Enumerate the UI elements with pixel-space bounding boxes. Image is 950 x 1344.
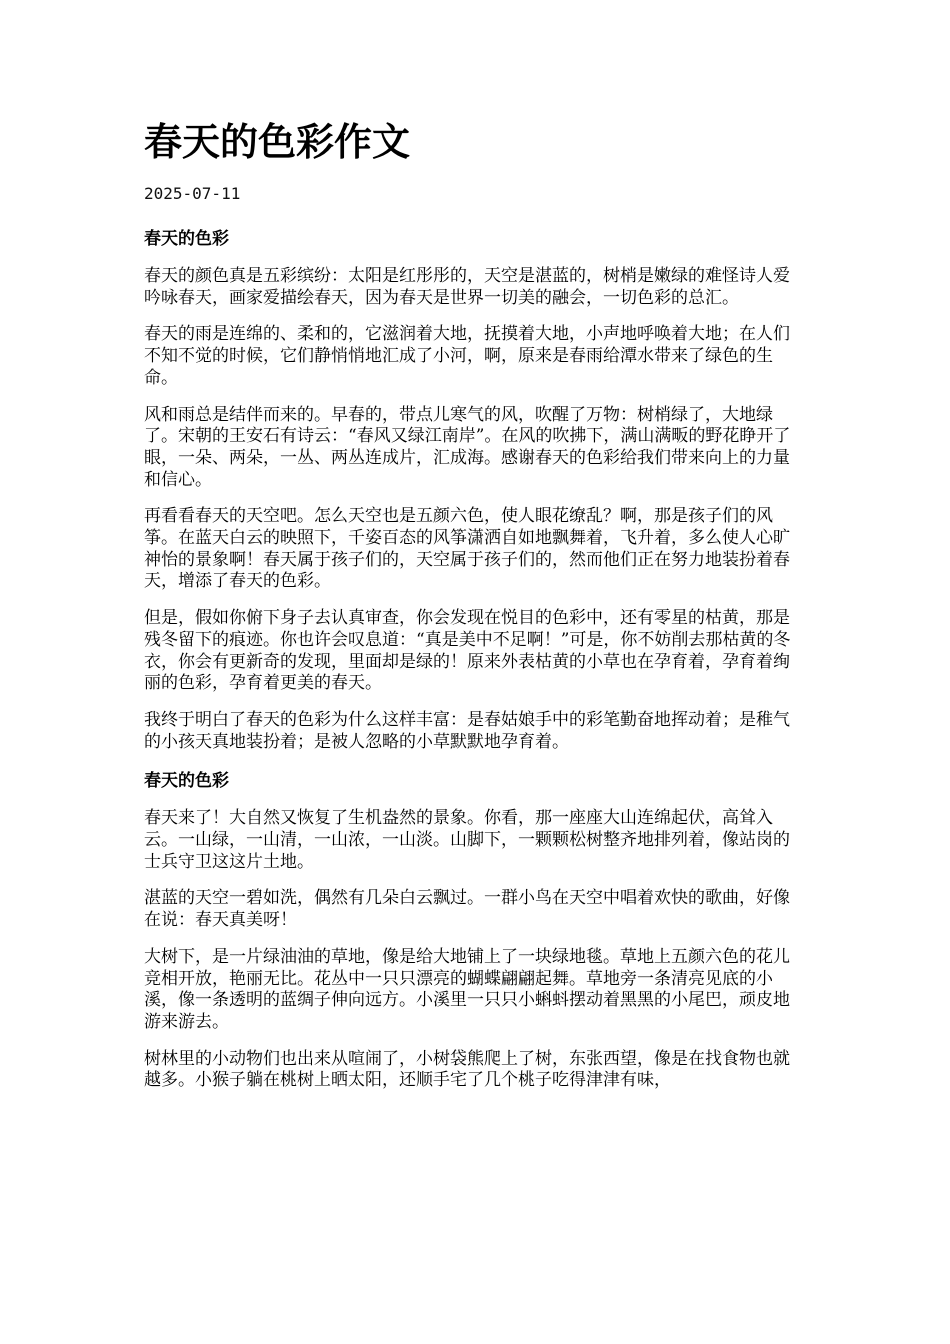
publish-date: 2025-07-11 <box>144 184 241 203</box>
paragraph: 大树下，是一片绿油油的草地，像是给大地铺上了一块绿地毯。草地上五颜六色的花儿竞相开放，艳丽无比。花丛中一只只漂亮的蝴蝶翩翩起舞。草地旁一条清亮见底的小溪，像一条透明的蓝绸子伸向远方。小溪里一只只小蝌蚪摆动着黑黑的小尾巴，顽皮地游来游去。 <box>144 946 790 1032</box>
paragraph: 春天的颜色真是五彩缤纷：太阳是红彤彤的，天空是湛蓝的，树梢是嫩绿的难怪诗人爱吟咏春天，画家爱描绘春天，因为春天是世界一切美的融会，一切色彩的总汇。 <box>144 266 790 308</box>
paragraph: 我终于明白了春天的色彩为什么这样丰富：是春姑娘手中的彩笔勤奋地挥动着；是稚气的小孩天真地装扮着；是被人忽略的小草默默地孕育着。 <box>144 709 790 752</box>
paragraph: 风和雨总是结伴而来的。早春的，带点儿寒气的风，吹醒了万物：树梢绿了，大地绿了。宋朝的王安石有诗云：“春风又绿江南岸”。在风的吹拂下，满山满畈的野花睁开了眼，一朵、两朵，一丛、两丛连成片，汇成海。感谢春天的色彩给我们带来向上的力量和信心。 <box>144 404 791 490</box>
section-1 <box>144 226 806 753</box>
section-heading: 春天的色彩 <box>144 229 229 249</box>
article-title: 春天的色彩作文 <box>144 119 411 164</box>
section-heading: 春天的色彩 <box>144 771 229 792</box>
paragraph: 再看看春天的天空吧。怎么天空也是五颜六色，使人眼花缭乱？啊，那是孩子们的风筝。在蓝天白云的映照下，千姿百态的风筝潇洒自如地飘舞着，飞升着，多么使人心旷神怡的景象啊！春天属于孩子们的，天空属于孩子们的，然而他们正在努力地装扮着春天，增添了春天的色彩。 <box>144 506 790 592</box>
paragraph: 树林里的小动物们也出来从喧闹了，小树袋熊爬上了树，东张西望，像是在找食物也就越多。小猴子躺在桃树上晒太阳，还顺手宅了几个桃子吃得津津有味， <box>144 1048 790 1091</box>
article-body <box>144 226 806 1107</box>
paragraph: 春天的雨是连绵的、柔和的，它滋润着大地，抚摸着大地，小声地呼唤着大地；在人们不知不觉的时候，它们静悄悄地汇成了小河，啊，原来是春雨给潭水带来了绿色的生命。 <box>144 324 790 388</box>
paragraph: 春天来了！大自然又恢复了生机盎然的景象。你看，那一座座大山连绵起伏，高耸入云。一山绿，一山清，一山浓，一山淡。山脚下，一颗颗松树整齐地排列着，像站岗的士兵守卫这这片土地。 <box>144 808 790 872</box>
section-2 <box>144 768 806 1092</box>
paragraph: 但是，假如你俯下身子去认真审查，你会发现在悦目的色彩中，还有零星的枯黄，那是残冬留下的痕迹。你也许会叹息道：“真是美中不足啊！”可是，你不妨削去那枯黄的冬衣，你会有更新奇的发现，里面却是绿的！原来外表枯黄的小草也在孕育着，孕育着绚丽的色彩，孕育着更美的春天。 <box>144 608 791 694</box>
paragraph: 湛蓝的天空一碧如洗，偶然有几朵白云飘过。一群小鸟在天空中唱着欢快的歌曲，好像在说：春天真美呀！ <box>144 888 790 931</box>
